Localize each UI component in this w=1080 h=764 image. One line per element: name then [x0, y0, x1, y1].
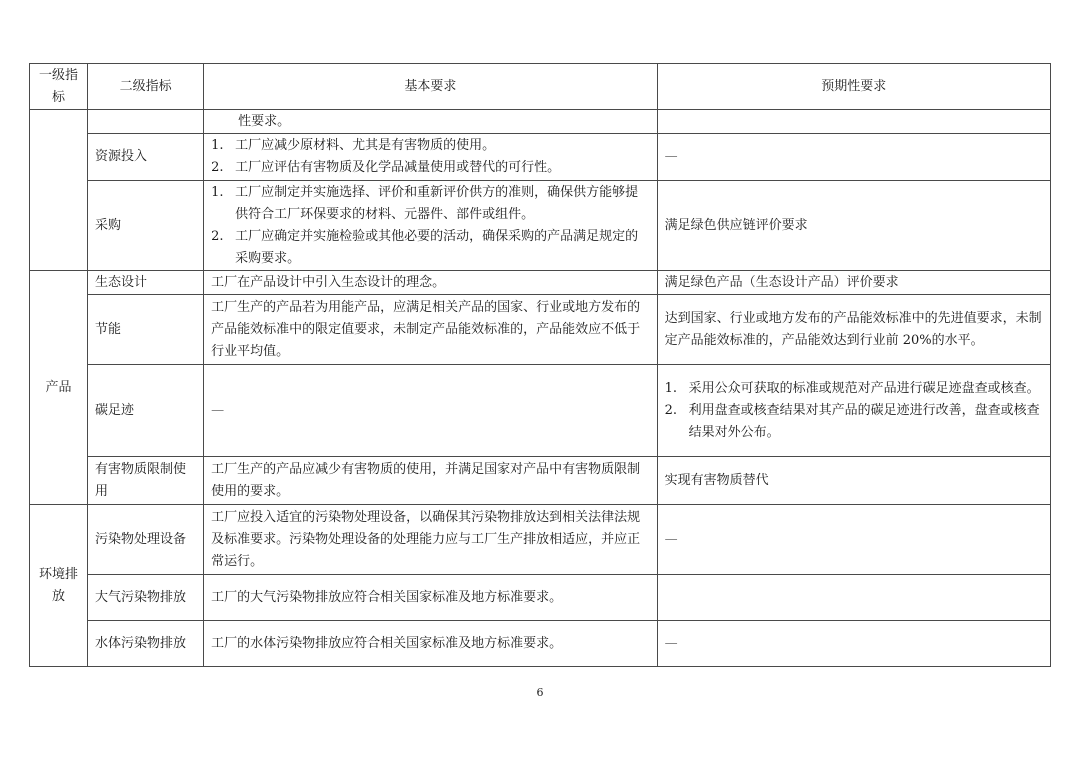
- table-row: [30, 457, 1051, 505]
- level2-cell: 碳足迹: [88, 365, 204, 457]
- level2-cell: 水体污染物排放: [88, 621, 204, 667]
- level2-cell: [88, 110, 204, 134]
- table-row: [30, 365, 1051, 457]
- page-number: 6: [536, 686, 544, 699]
- table-row: [30, 295, 1051, 365]
- level2-cell: 资源投入: [88, 134, 204, 181]
- header-expected: 预期性要求: [657, 64, 1050, 110]
- level1-cell: [30, 110, 88, 271]
- list-item: 1. 工厂应制定并实施选择、评价和重新评价供方的准则，确保供方能够提供符合工厂环保要求的材料、元器件、部件或组件。: [211, 184, 639, 222]
- list-item: 2. 工厂应确定并实施检验或其他必要的活动，确保采购的产品满足规定的采购要求。: [211, 228, 639, 266]
- expected-cell: 实现有害物质替代: [657, 457, 1050, 505]
- expected-cell: 满足绿色供应链评价要求: [657, 181, 1050, 271]
- expected-cell: —: [657, 621, 1050, 667]
- list-item: 1. 工厂应减少原材料、尤其是有害物质的使用。: [211, 138, 496, 153]
- expected-cell: 满足绿色产品（生态设计产品）评价要求: [657, 271, 1050, 295]
- table-row: [30, 110, 1051, 134]
- expected-cell: [657, 575, 1050, 621]
- level1-cell: 产品: [30, 271, 88, 505]
- table-row: [30, 181, 1051, 271]
- level2-cell: 大气污染物排放: [88, 575, 204, 621]
- table-row: [30, 621, 1051, 667]
- basic-cell: —: [204, 365, 657, 457]
- header-level2: 二级指标: [88, 64, 204, 110]
- list-item: 2. 利用盘查或核查结果对其产品的碳足迹进行改善，盘查或核查结果对外公布。: [664, 402, 1040, 440]
- table-row: [30, 134, 1051, 181]
- list-item: 2. 工厂应评估有害物质及化学品减量使用或替代的可行性。: [211, 160, 561, 175]
- header-row: [30, 64, 1051, 110]
- basic-cell: 工厂应投入适宜的污染物处理设备，以确保其污染物排放达到相关法律法规及标准要求。污染物处理设备的处理能力应与工厂生产排放相适应，并应正常运行。: [204, 505, 657, 575]
- level2-cell: 采购: [88, 181, 204, 271]
- expected-cell: —: [657, 505, 1050, 575]
- header-basic: 基本要求: [204, 64, 657, 110]
- basic-cell: 性要求。: [204, 110, 657, 134]
- level2-cell: 生态设计: [88, 271, 204, 295]
- basic-cell: [204, 134, 657, 181]
- expected-cell: [657, 365, 1050, 457]
- expected-cell: 达到国家、行业或地方发布的产品能效标准中的先进值要求，未制定产品能效标准的，产品能效达到行业前 20%的水平。: [657, 295, 1050, 365]
- basic-cell: 工厂的大气污染物排放应符合相关国家标准及地方标准要求。: [204, 575, 657, 621]
- level2-cell: 节能: [88, 295, 204, 365]
- basic-cell: 工厂生产的产品若为用能产品，应满足相关产品的国家、行业或地方发布的产品能效标准中的限定值要求，未制定产品能效标准的，产品能效应不低于行业平均值。: [204, 295, 657, 365]
- basic-cell: 工厂在产品设计中引入生态设计的理念。: [204, 271, 657, 295]
- level2-cell: 有害物质限制使用: [88, 457, 204, 505]
- table-row: [30, 271, 1051, 295]
- basic-cell: 工厂生产的产品应减少有害物质的使用，并满足国家对产品中有害物质限制使用的要求。: [204, 457, 657, 505]
- header-level1: 一级指标: [30, 64, 88, 110]
- basic-cell: 工厂的水体污染物排放应符合相关国家标准及地方标准要求。: [204, 621, 657, 667]
- expected-cell: —: [657, 134, 1050, 181]
- expected-cell: [657, 110, 1050, 134]
- list-item: 1. 采用公众可获取的标准或规范对产品进行碳足迹盘查或核查。: [664, 380, 1040, 396]
- level2-cell: 污染物处理设备: [88, 505, 204, 575]
- requirements-table: [29, 63, 1051, 667]
- table-row: [30, 505, 1051, 575]
- level1-cell: 环境排放: [30, 505, 88, 667]
- table-row: [30, 575, 1051, 621]
- basic-cell: [204, 181, 657, 271]
